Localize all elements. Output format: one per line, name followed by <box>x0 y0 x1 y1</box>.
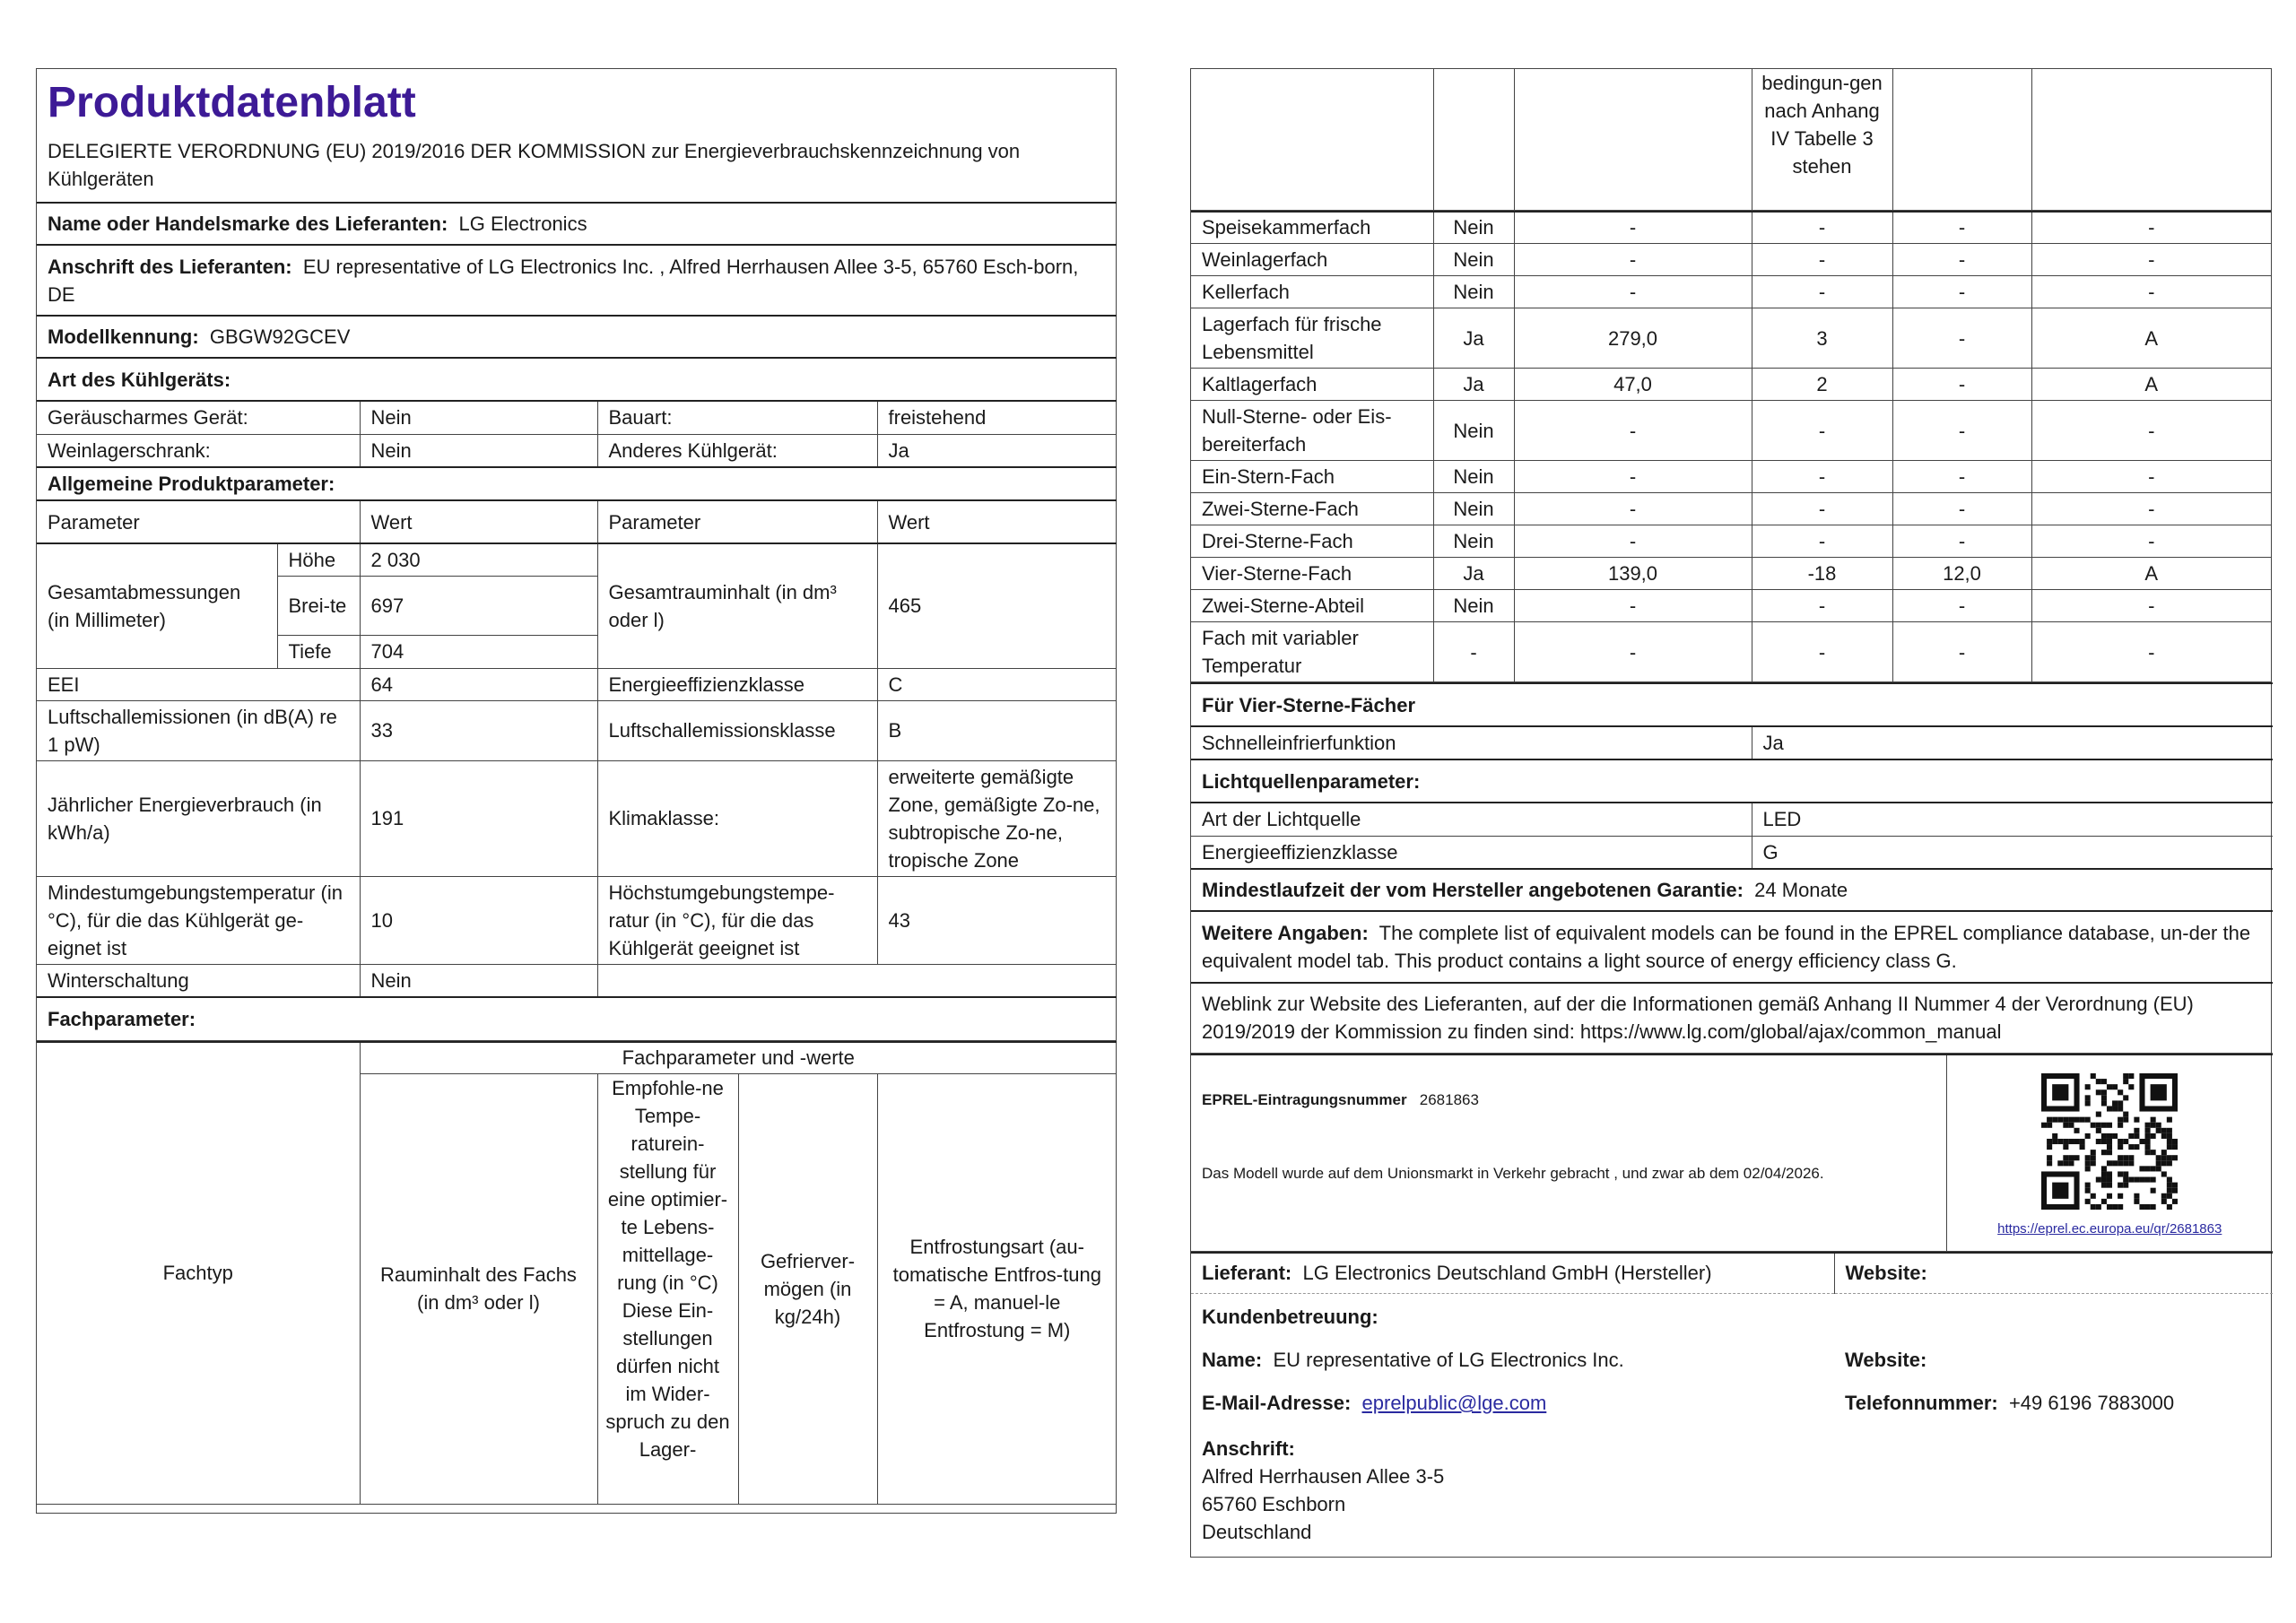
compartment-defrost: - <box>2031 493 2271 525</box>
compartment-freeze: - <box>1892 244 2031 276</box>
general-row <box>37 700 1117 760</box>
compartment-temperature: 3 <box>1752 308 1892 369</box>
compartment-name: Null-Sterne- oder Eis-bereiterfach <box>1191 401 1433 461</box>
winter-label: Winterschaltung <box>37 964 360 997</box>
light-section-heading: Lichtquellenparameter: <box>1191 759 2273 803</box>
light-label: Energieeffizienzklasse <box>1191 836 1752 869</box>
param-label: Höchstumgebungstempe-ratur (in °C), für die das Kühlgerät geeignet ist <box>597 876 877 964</box>
compartment-present: Ja <box>1433 558 1514 590</box>
general-section-heading: Allgemeine Produktparameter: <box>37 467 1117 500</box>
quick-freeze-row <box>1191 726 2273 759</box>
compartment-name: Speisekammerfach <box>1191 212 1433 244</box>
param-value: 64 <box>360 668 597 700</box>
compartment-name: Drei-Sterne-Fach <box>1191 525 1433 558</box>
lieferant-value: LG Electronics Deutschland GmbH (Hersteller) <box>1302 1262 1712 1285</box>
column-header: Parameter <box>597 500 877 543</box>
qr-code-icon <box>2041 1073 2178 1210</box>
param-label: EEI <box>37 668 360 700</box>
compartment-freeze: - <box>1892 590 2031 622</box>
param-label: Klimaklasse: <box>597 760 877 876</box>
volume-value: 465 <box>877 543 1117 668</box>
freeze-header: Gefrierver-mögen (in kg/24h) <box>738 1074 877 1505</box>
compartment-row <box>1191 212 2271 244</box>
compartment-temperature: - <box>1752 244 1892 276</box>
general-header-row <box>37 500 1117 543</box>
defrost-header: Entfrostungsart (au-tomatische Entfros-tung = A, manuel-le Entfrostung = M) <box>877 1074 1117 1505</box>
compartment-defrost: - <box>2031 622 2271 682</box>
width-label: Brei-te <box>277 576 360 635</box>
compartment-row <box>1191 244 2271 276</box>
compartment-freeze: - <box>1892 461 2031 493</box>
param-label: Luftschallemissionsklasse <box>597 700 877 760</box>
compartment-volume: - <box>1514 622 1752 682</box>
compartment-temperature: - <box>1752 461 1892 493</box>
compartment-temperature: - <box>1752 590 1892 622</box>
email-label: E-Mail-Adresse: <box>1202 1392 1352 1414</box>
compartment-defrost: A <box>2031 558 2271 590</box>
volume-header: Rauminhalt des Fachs (in dm³ oder l) <box>360 1074 597 1505</box>
compartment-name: Kaltlagerfach <box>1191 369 1433 401</box>
supplier-label: Name oder Handelsmarke des Lieferanten: <box>48 213 448 235</box>
phone-value: +49 6196 7883000 <box>2008 1392 2175 1414</box>
compartment-row <box>1191 369 2271 401</box>
compartment-volume: - <box>1514 493 1752 525</box>
type-label: Bauart: <box>597 401 877 434</box>
regulation-text: DELEGIERTE VERORDNUNG (EU) 2019/2016 DER KOMMISSION zur Energieverbrauchskennzeichnung von Kühlgeräten <box>48 140 1021 190</box>
contact-table <box>1191 1252 2273 1294</box>
compartment-freeze: - <box>1892 369 2031 401</box>
param-value: 191 <box>360 760 597 876</box>
compartment-defrost: - <box>2031 401 2271 461</box>
lieferant-row <box>1191 1253 2273 1293</box>
compartment-volume: 139,0 <box>1514 558 1752 590</box>
compartment-row <box>1191 525 2271 558</box>
light-label: Art der Lichtquelle <box>1191 803 1752 836</box>
further-info-row <box>1191 911 2273 983</box>
eprel-table <box>1191 1054 2273 1253</box>
light-value: LED <box>1752 803 2273 836</box>
compartment-present: Nein <box>1433 590 1514 622</box>
type-section-heading: Art des Kühlgeräts: <box>37 358 1117 401</box>
four-star-section-row <box>1191 683 2273 726</box>
supplier-row <box>37 203 1117 245</box>
lieferant-label: Lieferant: <box>1202 1262 1292 1285</box>
fachtyp-header: Fachtyp <box>37 1042 360 1505</box>
compartment-present: Nein <box>1433 461 1514 493</box>
model-label: Modellkennung: <box>48 325 199 348</box>
fach-group-row <box>37 1042 1117 1074</box>
light-row <box>1191 803 2273 836</box>
type-value: Ja <box>877 434 1117 467</box>
compartment-temperature: - <box>1752 401 1892 461</box>
compartment-present: Ja <box>1433 369 1514 401</box>
warranty-row <box>1191 869 2273 911</box>
page-title: Produktdatenblatt <box>48 79 416 126</box>
quick-freeze-value: Ja <box>1752 726 2273 759</box>
compartment-temperature: - <box>1752 493 1892 525</box>
type-value: Nein <box>360 401 597 434</box>
title-block <box>37 69 1116 202</box>
warranty-value: 24 Monate <box>1754 879 1848 901</box>
type-label: Anderes Kühlgerät: <box>597 434 877 467</box>
general-row <box>37 668 1117 700</box>
compartment-temperature: - <box>1752 212 1892 244</box>
further-info-value: The complete list of equivalent models can be found in the EPREL compliance database, un-der the equivalent model tab. This product contains a light source of energy efficiency class G. <box>1202 922 2251 972</box>
column-header: Wert <box>877 500 1117 543</box>
param-label: Luftschallemissionen (in dB(A) re 1 pW) <box>37 700 360 760</box>
compartment-temperature: 2 <box>1752 369 1892 401</box>
customer-service-block <box>1191 1296 2273 1546</box>
compartment-freeze: - <box>1892 493 2031 525</box>
type-section-row <box>37 358 1117 401</box>
column-header: Wert <box>360 500 597 543</box>
compartment-name: Fach mit variabler Temperatur <box>1191 622 1433 682</box>
compartment-temperature: - <box>1752 622 1892 682</box>
dimension-row <box>37 543 1117 576</box>
compartment-defrost: A <box>2031 369 2271 401</box>
further-info-label: Weitere Angaben: <box>1202 922 1369 944</box>
anschrift-label: Anschrift: <box>1202 1436 1295 1460</box>
type-value: Nein <box>360 434 597 467</box>
address-row <box>37 245 1117 316</box>
param-value: B <box>877 700 1117 760</box>
eprel-link[interactable]: https://eprel.ec.europa.eu/qr/2681863 <box>1997 1220 2222 1237</box>
compartment-defrost: - <box>2031 276 2271 308</box>
compartment-name: Weinlagerfach <box>1191 244 1433 276</box>
compartment-row <box>1191 401 2271 461</box>
email-link[interactable]: eprelpublic@lge.com <box>1361 1392 1547 1414</box>
compartment-freeze: - <box>1892 401 2031 461</box>
compartment-volume: - <box>1514 525 1752 558</box>
dimensions-label: Gesamtabmessungen (in Millimeter) <box>37 543 277 668</box>
address-line: Deutschland <box>1202 1520 1312 1543</box>
compartment-present: Nein <box>1433 493 1514 525</box>
type-label: Weinlagerschrank: <box>37 434 360 467</box>
service-name-value: EU representative of LG Electronics Inc. <box>1273 1349 1624 1371</box>
eprel-label: EPREL-Eintragungsnummer <box>1202 1090 1407 1108</box>
compartment-present: Nein <box>1433 276 1514 308</box>
compartment-volume: 47,0 <box>1514 369 1752 401</box>
temperature-header: Empfohle-ne Tempe-raturein-stellung für eine optimier-te Lebens-mittellage-rung (in °C) Diese Ein-stellungen dürfen nicht im Wider-spruch zu den Lager- <box>597 1074 738 1505</box>
param-value: 10 <box>360 876 597 964</box>
compartment-freeze: - <box>1892 622 2031 682</box>
details-table <box>1191 682 2273 1054</box>
warranty-label: Mindestlaufzeit der vom Hersteller angebotenen Garantie: <box>1202 879 1744 901</box>
compartment-name: Vier-Sterne-Fach <box>1191 558 1433 590</box>
compartment-defrost: - <box>2031 461 2271 493</box>
compartment-row <box>1191 590 2271 622</box>
depth-label: Tiefe <box>277 635 360 668</box>
eprel-row <box>1191 1055 2273 1252</box>
param-label: Mindestumgebungstemperatur (in °C), für die das Kühlgerät ge-eignet ist <box>37 876 360 964</box>
compartment-name: Lagerfach für frische Lebensmittel <box>1191 308 1433 369</box>
param-value: erweiterte gemäßigte Zone, gemäßigte Zo-ne, subtropische Zo-ne, tropische Zone <box>877 760 1117 876</box>
type-label: Geräuscharmes Gerät: <box>37 401 360 434</box>
compartment-present: - <box>1433 622 1514 682</box>
compartment-row <box>1191 461 2271 493</box>
empty-cell <box>597 964 1117 997</box>
address-line: Alfred Herrhausen Allee 3-5 <box>1202 1464 1445 1488</box>
light-section-row <box>1191 759 2273 803</box>
left-page <box>36 68 1117 1514</box>
compartment-row <box>1191 622 2271 682</box>
compartment-present: Nein <box>1433 212 1514 244</box>
param-label: Jährlicher Energieverbrauch (in kWh/a) <box>37 760 360 876</box>
compartment-present: Ja <box>1433 308 1514 369</box>
model-value: GBGW92GCEV <box>209 325 351 348</box>
compartment-name: Kellerfach <box>1191 276 1433 308</box>
type-row <box>37 434 1117 467</box>
compartment-volume: - <box>1514 590 1752 622</box>
address-line: 65760 Eschborn <box>1202 1492 1346 1515</box>
compartment-row <box>1191 308 2271 369</box>
service-heading: Kundenbetreuung: <box>1202 1306 1378 1328</box>
light-row <box>1191 836 2273 869</box>
volume-label: Gesamtrauminhalt (in dm³ oder l) <box>597 543 877 668</box>
height-value: 2 030 <box>360 543 597 576</box>
compartment-volume: - <box>1514 401 1752 461</box>
compartment-name: Zwei-Sterne-Fach <box>1191 493 1433 525</box>
compartment-freeze: - <box>1892 276 2031 308</box>
param-label: Energieeffizienzklasse <box>597 668 877 700</box>
compartment-row <box>1191 558 2271 590</box>
weblink-row <box>1191 983 2273 1053</box>
compartment-header-continued <box>1191 69 2271 210</box>
supplier-value: LG Electronics <box>458 213 587 235</box>
service-name-label: Name: <box>1202 1349 1263 1371</box>
column-header: Parameter <box>37 500 360 543</box>
compartment-volume: - <box>1514 276 1752 308</box>
compartment-freeze: - <box>1892 212 2031 244</box>
compartment-freeze: 12,0 <box>1892 558 2031 590</box>
compartment-volume: - <box>1514 461 1752 493</box>
fach-header-table <box>37 1041 1117 1505</box>
compartment-present: Nein <box>1433 525 1514 558</box>
general-row <box>37 760 1117 876</box>
compartment-present: Nein <box>1433 401 1514 461</box>
winter-value: Nein <box>360 964 597 997</box>
four-star-heading: Für Vier-Sterne-Fächer <box>1191 683 2273 726</box>
type-row <box>37 401 1117 434</box>
compartment-volume: 279,0 <box>1514 308 1752 369</box>
quick-freeze-label: Schnelleinfrierfunktion <box>1191 726 1752 759</box>
fach-section-heading: Fachparameter: <box>37 997 1117 1040</box>
right-page <box>1190 68 2272 1558</box>
address-label: Anschrift des Lieferanten: <box>48 255 292 278</box>
phone-label: Telefonnummer: <box>1845 1392 1998 1414</box>
compartment-freeze: - <box>1892 525 2031 558</box>
param-value: 43 <box>877 876 1117 964</box>
light-value: G <box>1752 836 2273 869</box>
winter-row <box>37 964 1117 997</box>
compartment-name: Zwei-Sterne-Abteil <box>1191 590 1433 622</box>
compartment-volume: - <box>1514 244 1752 276</box>
website-label: Website: <box>1845 1262 1927 1285</box>
weblink-text: Weblink zur Website des Lieferanten, auf der die Informationen gemäß Anhang II Nummer 4 der Verordnung (EU) 2019/2019 der Kommission zu finden sind: https://www.lg.com/global/ajax/common_manual <box>1191 983 2273 1053</box>
compartment-defrost: A <box>2031 308 2271 369</box>
height-label: Höhe <box>277 543 360 576</box>
general-row <box>37 876 1117 964</box>
product-table <box>37 202 1117 1041</box>
address-value: EU representative of LG Electronics Inc. , Alfred Herrhausen Allee 3-5, 65760 Esch-born, DE <box>48 255 1079 306</box>
compartment-temperature: - <box>1752 276 1892 308</box>
compartment-table <box>1191 69 2271 211</box>
compartment-rows-table <box>1191 211 2271 683</box>
temperature-header-continued: bedingun-gen nach Anhang IV Tabelle 3 stehen <box>1752 69 1892 210</box>
compartment-row <box>1191 493 2271 525</box>
market-date-text: Das Modell wurde auf dem Unionsmarkt in Verkehr gebracht , und zwar ab dem 02/04/2026. <box>1202 1164 1824 1182</box>
compartment-temperature: - <box>1752 525 1892 558</box>
fach-section-row <box>37 997 1117 1040</box>
type-value: freistehend <box>877 401 1117 434</box>
compartment-volume: - <box>1514 212 1752 244</box>
fach-group-header: Fachparameter und -werte <box>360 1042 1117 1074</box>
width-value: 697 <box>360 576 597 635</box>
param-value: 33 <box>360 700 597 760</box>
compartment-row <box>1191 276 2271 308</box>
compartment-name: Ein-Stern-Fach <box>1191 461 1433 493</box>
eprel-number: 2681863 <box>1419 1090 1479 1108</box>
compartment-present: Nein <box>1433 244 1514 276</box>
param-value: C <box>877 668 1117 700</box>
compartment-freeze: - <box>1892 308 2031 369</box>
service-website-label: Website: <box>1845 1349 1927 1371</box>
model-row <box>37 316 1117 358</box>
compartment-temperature: -18 <box>1752 558 1892 590</box>
depth-value: 704 <box>360 635 597 668</box>
compartment-defrost: - <box>2031 525 2271 558</box>
general-section-row <box>37 467 1117 500</box>
compartment-defrost: - <box>2031 590 2271 622</box>
compartment-defrost: - <box>2031 244 2271 276</box>
compartment-defrost: - <box>2031 212 2271 244</box>
